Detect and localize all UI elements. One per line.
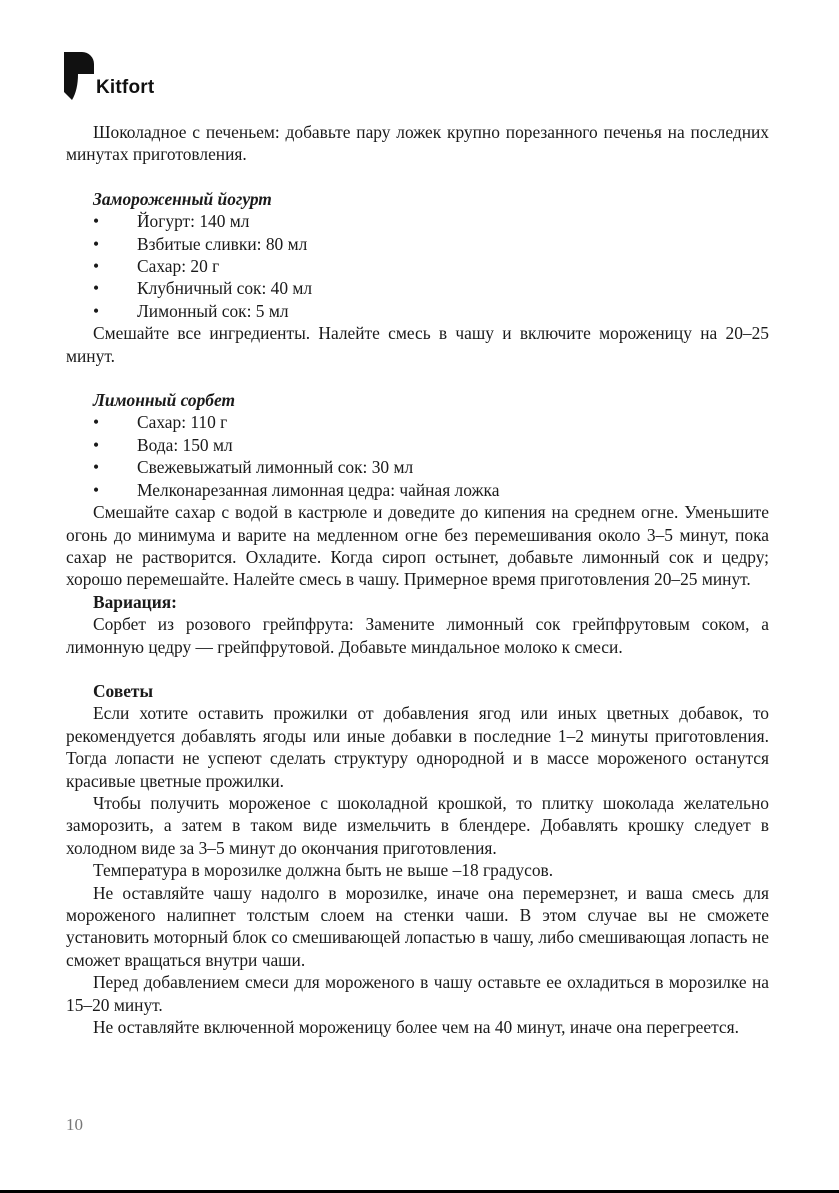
list-item: • Сахар: 20 г	[66, 255, 769, 277]
lemon-sorbet-instructions: Смешайте сахар с водой в кастрюле и доведите до кипения на среднем огне. Уменьшите огонь до минимума и варите на медленном огне без перемешивания около 3–5 минут, пока сахар не растворится. Охладите. Когда сироп остынет, добавьте лимонный сок и цедру; хорошо перемешайте. Налейте смесь в чашу. Примерное время приготовления 20–25 минут.	[66, 502, 769, 590]
tip-paragraph: Если хотите оставить прожилки от добавления ягод или иных цветных добавок, то рекомендуется добавлять ягоды или иные добавки в последние 1–2 минуты приготовления. Тогда лопасти не успеют сделать структуру однородной и в массе мороженого останутся красивые цветные прожилки.	[66, 703, 769, 791]
brand-logo	[64, 50, 154, 100]
frozen-yogurt-instructions: Смешайте все ингредиенты. Налейте смесь в чашу и включите мороженицу на 20–25 минут.	[66, 323, 769, 366]
kitfort-logo-icon	[64, 52, 94, 100]
list-item: • Свежевыжатый лимонный сок: 30 мл	[66, 456, 769, 478]
list-item: • Мелконарезанная лимонная цедра: чайная ложка	[66, 479, 769, 501]
tips-heading: Советы	[93, 680, 154, 701]
variation-heading: Вариация:	[93, 591, 177, 612]
tip-paragraph: Температура в морозилке должна быть не выше –18 градусов.	[93, 860, 554, 881]
tip-paragraph: Перед добавлением смеси для мороженого в чашу оставьте ее охладиться в морозилке на 15–20 минут.	[66, 972, 769, 1015]
list-item: • Йогурт: 140 мл	[66, 210, 769, 232]
list-item: • Вода: 150 мл	[66, 434, 769, 456]
tip-paragraph: Чтобы получить мороженое с шоколадной крошкой, то плитку шоколада желательно заморозить, а затем в таком виде измельчить в блендере. Добавлять крошку следует в холодном виде за 3–5 минут до окончания приготовления.	[66, 792, 769, 858]
frozen-yogurt-ingredients	[66, 210, 769, 322]
tip-paragraph: Не оставляйте чашу надолго в морозилке, иначе она перемерзнет, и ваша смесь для мороженого налипнет толстым слоем на стенки чаши. В этом случае вы не сможете установить моторный блок со смешивающей лопастью в чашу, либо смешивающая лопасть не сможет вращаться внутри чаши.	[66, 882, 769, 970]
list-item: • Взбитые сливки: 80 мл	[66, 233, 769, 255]
list-item: • Лимонный сок: 5 мл	[66, 300, 769, 322]
document-body	[66, 121, 769, 1038]
list-item: • Сахар: 110 г	[66, 411, 769, 433]
lemon-sorbet-ingredients	[66, 411, 769, 501]
page-number: 10	[66, 1115, 83, 1134]
lemon-sorbet-heading: Лимонный сорбет	[93, 390, 235, 411]
intro-paragraph: Шоколадное с печеньем: добавьте пару ложек крупно порезанного печенья на последних минутах приготовления.	[66, 122, 769, 165]
list-item: • Клубничный сок: 40 мл	[66, 277, 769, 299]
tip-paragraph: Не оставляйте включенной мороженицу более чем на 40 минут, иначе она перегреется.	[93, 1017, 739, 1038]
brand-name: Kitfort	[96, 77, 155, 98]
variation-text: Сорбет из розового грейпфрута: Замените лимонный сок грейпфрутовым соком, а лимонную цедру — грейпфрутовой. Добавьте миндальное молоко к смеси.	[66, 614, 769, 657]
frozen-yogurt-heading: Замороженный йогурт	[93, 188, 272, 209]
